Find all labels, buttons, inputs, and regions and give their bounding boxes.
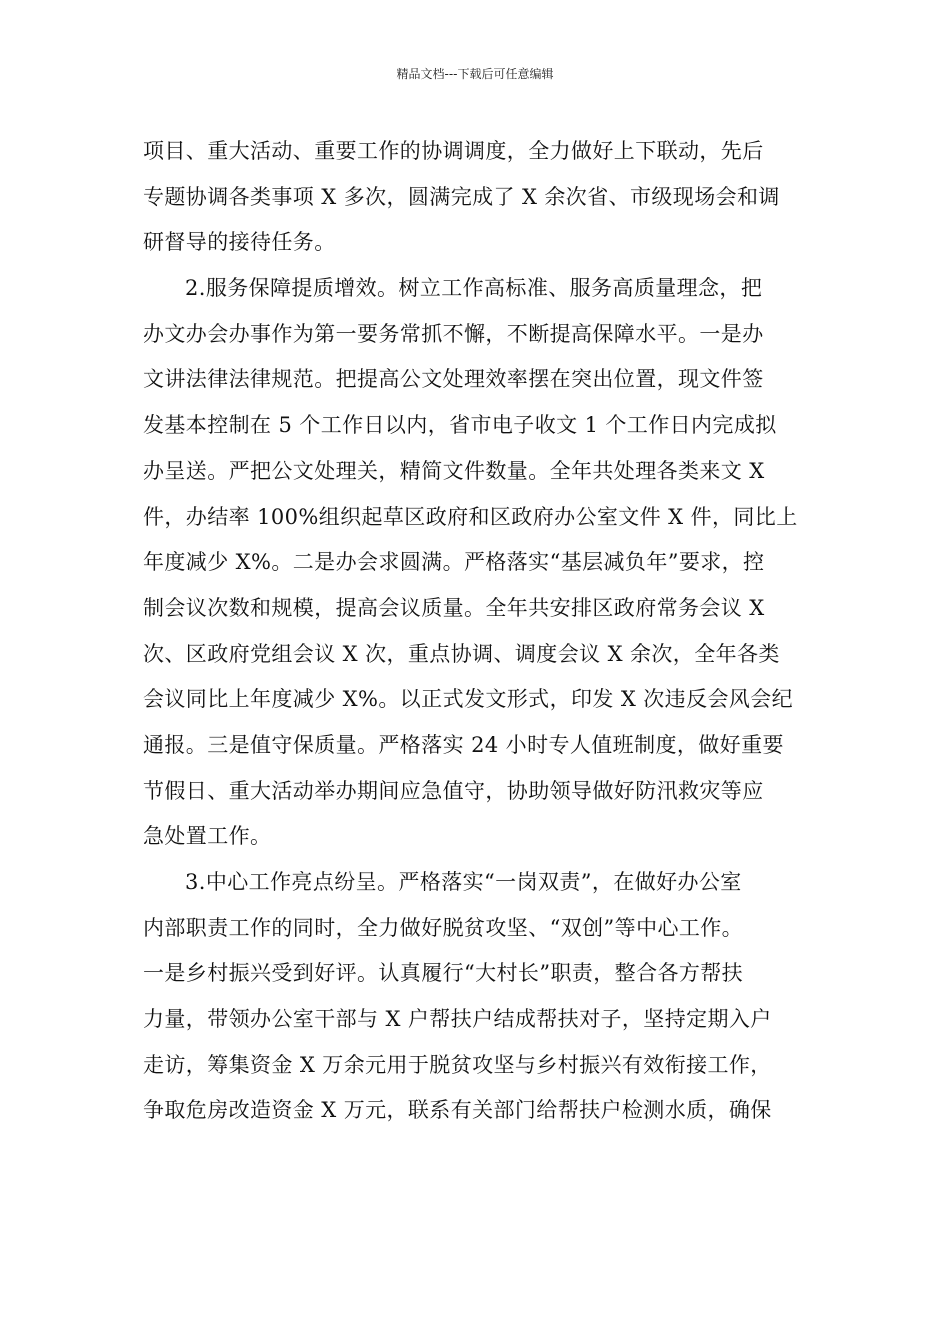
text-line: 件，办结率 100%组织起草区政府和区政府办公室文件 X 件，同比上	[143, 504, 798, 529]
text-line: 通报。三是值守保质量。严格落实 24 小时专人值班制度，做好重要	[143, 732, 784, 757]
text-line: 制会议次数和规模，提高会议质量。全年共安排区政府常务会议 X	[143, 595, 765, 620]
text-line: 节假日、重大活动举办期间应急值守，协助领导做好防汛救灾等应	[143, 778, 764, 803]
page-header: 精品文档---下载后可任意编辑	[396, 67, 554, 81]
document-body	[143, 129, 808, 1134]
text-line: 一是乡村振兴受到好评。认真履行“大村长”职责，整合各方帮扶	[143, 961, 744, 986]
text-line: 专题协调各类事项 X 多次，圆满完成了 X 余次省、市级现场会和调	[143, 184, 780, 209]
paragraph-heading-line: 3.中心工作亮点纷呈。严格落实“一岗双责”，在做好办公室	[185, 870, 742, 894]
text-line: 会议同比上年度减少 X%。以正式发文形式，印发 X 次违反会风会纪	[143, 687, 794, 712]
text-line: 急处置工作。	[143, 824, 272, 849]
text-line: 办文办会办事作为第一要务常抓不懈，不断提高保障水平。一是办	[143, 321, 764, 346]
text-line: 次、区政府党组会议 X 次，重点协调、调度会议 X 余次，全年各类	[143, 641, 780, 666]
text-line: 发基本控制在 5 个工作日以内，省市电子收文 1 个工作日内完成拟	[143, 413, 777, 438]
text-line: 内部职责工作的同时，全力做好脱贫攻坚、“双创”等中心工作。	[143, 915, 744, 940]
text-line: 年度减少 X%。二是办会求圆满。严格落实“基层减负年”要求，控	[143, 550, 765, 575]
text-line: 力量，带领办公室干部与 X 户帮扶户结成帮扶对子，坚持定期入户	[143, 1007, 772, 1032]
text-line: 文讲法律法律规范。把提高公文处理效率摆在突出位置，现文件签	[143, 367, 764, 392]
text-line: 争取危房改造资金 X 万元，联系有关部门给帮扶户检测水质，确保	[143, 1098, 772, 1123]
paragraph-heading-line: 2.服务保障提质增效。树立工作高标准、服务高质量理念，把	[185, 276, 763, 301]
text-line: 项目、重大活动、重要工作的协调调度，全力做好上下联动，先后	[143, 139, 764, 163]
text-line: 研督导的接待任务。	[143, 230, 336, 255]
text-line: 办呈送。严把公文处理关，精简文件数量。全年共处理各类来文 X	[143, 458, 765, 483]
text-line: 走访，筹集资金 X 万余元用于脱贫攻坚与乡村振兴有效衔接工作，	[143, 1052, 772, 1077]
